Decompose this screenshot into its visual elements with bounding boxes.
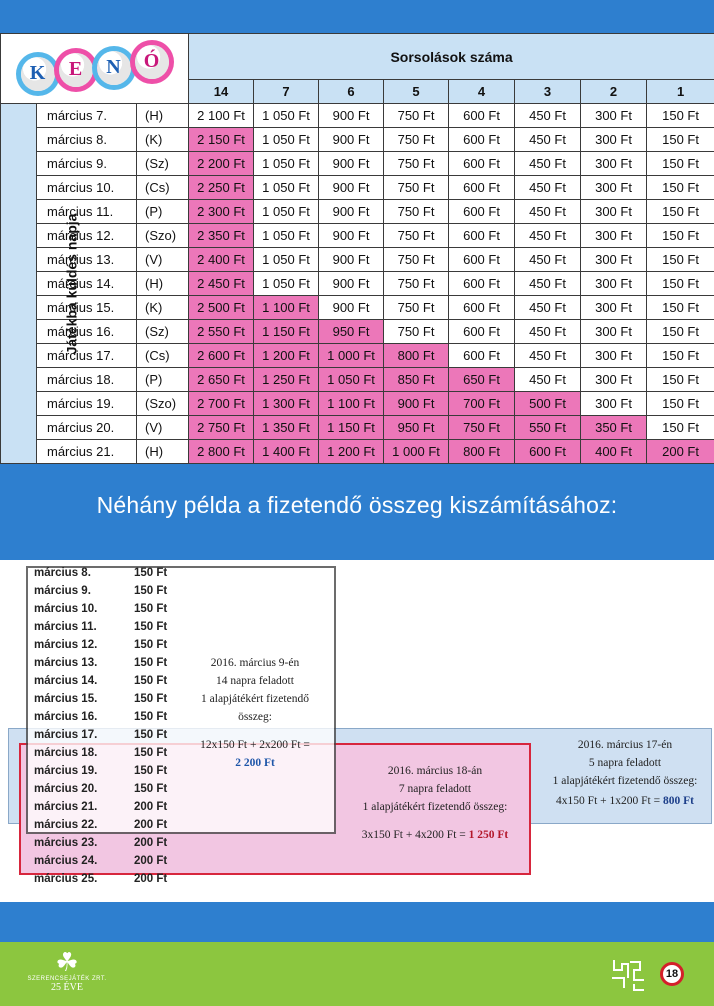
weekday-cell: (K) — [137, 128, 189, 152]
price-cell: 750 Ft — [384, 176, 449, 200]
price-cell: 300 Ft — [581, 392, 647, 416]
price-cell: 900 Ft — [319, 248, 384, 272]
price-cell: 600 Ft — [449, 320, 515, 344]
example-march-17-calc: 4x150 Ft + 1x200 Ft = — [556, 795, 663, 807]
price-cell: 900 Ft — [319, 224, 384, 248]
anniversary-label: 25 ÉVE — [51, 982, 83, 993]
responsible-gaming-icon — [608, 956, 648, 992]
price-cell: 750 Ft — [449, 416, 515, 440]
list-item — [34, 654, 194, 672]
example-march-17-text — [535, 736, 714, 810]
price-cell: 600 Ft — [515, 440, 581, 464]
keno-logo-cell — [1, 34, 189, 104]
price-cell: 150 Ft — [647, 272, 714, 296]
example-march-9-line1: 2016. március 9-én — [210, 657, 300, 669]
keno-logo — [15, 41, 175, 97]
example-march-18-line2: 7 napra feladott — [398, 783, 472, 795]
example-march-17-line1: 2016. március 17-én — [577, 739, 673, 751]
price-cell: 1 000 Ft — [319, 344, 384, 368]
list-item-date: március 25. — [34, 873, 98, 885]
example-march-17-line3: 1 alapjátékért fizetendő összeg: — [552, 775, 698, 787]
list-item-date: március 17. — [34, 729, 98, 741]
price-cell: 600 Ft — [449, 224, 515, 248]
price-cell: 300 Ft — [581, 248, 647, 272]
list-item — [34, 744, 194, 762]
price-cell: 450 Ft — [515, 296, 581, 320]
list-item-date: március 20. — [34, 783, 98, 795]
list-item-date: március 11. — [34, 621, 97, 633]
price-cell: 900 Ft — [319, 200, 384, 224]
price-cell: 750 Ft — [384, 272, 449, 296]
price-cell: 900 Ft — [319, 176, 384, 200]
examples-panel — [0, 560, 714, 902]
price-cell: 900 Ft — [319, 104, 384, 128]
price-cell: 1 050 Ft — [254, 104, 319, 128]
price-cell: 800 Ft — [384, 344, 449, 368]
price-cell: 600 Ft — [449, 200, 515, 224]
price-cell: 2 100 Ft — [189, 104, 254, 128]
price-cell: 150 Ft — [647, 104, 714, 128]
list-item-amount: 200 Ft — [134, 801, 168, 813]
weekday-cell: (H) — [137, 104, 189, 128]
table-row — [1, 248, 714, 272]
list-item-date: március 19. — [34, 765, 98, 777]
price-cell: 750 Ft — [384, 200, 449, 224]
weekday-cell: (P) — [137, 368, 189, 392]
date-cell: március 12. — [37, 224, 137, 248]
table-row — [1, 416, 714, 440]
list-item-date: március 21. — [34, 801, 98, 813]
list-item-date: március 14. — [34, 675, 98, 687]
price-cell: 600 Ft — [449, 152, 515, 176]
table-row — [1, 200, 714, 224]
date-cell: március 15. — [37, 296, 137, 320]
price-cell: 150 Ft — [647, 128, 714, 152]
list-item — [34, 708, 194, 726]
price-cell: 2 700 Ft — [189, 392, 254, 416]
daily-price-listing — [34, 564, 194, 888]
list-item-date: március 16. — [34, 711, 98, 723]
list-item-date: március 18. — [34, 747, 98, 759]
list-item — [34, 816, 194, 834]
price-cell: 600 Ft — [449, 128, 515, 152]
draw-count-header: 1 — [647, 80, 714, 104]
szerencsejatek-logo — [22, 948, 112, 993]
price-cell: 300 Ft — [581, 320, 647, 344]
price-cell: 750 Ft — [384, 320, 449, 344]
example-march-9-line4: összeg: — [238, 711, 272, 723]
footer-bar — [0, 942, 714, 1006]
table-row — [1, 440, 714, 464]
list-item-date: március 10. — [34, 603, 98, 615]
price-cell: 2 450 Ft — [189, 272, 254, 296]
price-cell: 900 Ft — [319, 128, 384, 152]
draw-count-header: 7 — [254, 80, 319, 104]
list-item-amount: 200 Ft — [134, 837, 168, 849]
list-item-date: március 23. — [34, 837, 98, 849]
example-march-9-line3: 1 alapjátékért fizetendő — [201, 693, 309, 705]
price-cell: 2 300 Ft — [189, 200, 254, 224]
price-cell: 150 Ft — [647, 200, 714, 224]
price-cell: 600 Ft — [449, 104, 515, 128]
table-row — [1, 368, 714, 392]
logo-ball-n: N — [97, 51, 131, 85]
weekday-cell: (Cs) — [137, 344, 189, 368]
price-cell: 300 Ft — [581, 176, 647, 200]
price-cell: 2 800 Ft — [189, 440, 254, 464]
price-cell: 2 350 Ft — [189, 224, 254, 248]
list-item-amount: 150 Ft — [134, 603, 168, 615]
price-cell: 450 Ft — [515, 344, 581, 368]
list-item-amount: 150 Ft — [134, 567, 168, 579]
table-row — [1, 320, 714, 344]
price-cell: 2 650 Ft — [189, 368, 254, 392]
weekday-cell: (K) — [137, 296, 189, 320]
date-cell: március 11. — [37, 200, 137, 224]
price-cell: 450 Ft — [515, 152, 581, 176]
list-item-amount: 150 Ft — [134, 729, 168, 741]
table-row — [1, 344, 714, 368]
list-item — [34, 600, 194, 618]
price-cell: 1 050 Ft — [254, 176, 319, 200]
price-cell: 300 Ft — [581, 104, 647, 128]
examples-heading: Néhány példa a fizetendő összeg kiszámításához: — [96, 492, 618, 518]
draw-count-header: 3 — [515, 80, 581, 104]
example-march-18-line3: 1 alapjátékért fizetendő összeg: — [362, 801, 508, 813]
price-cell: 150 Ft — [647, 368, 714, 392]
price-cell: 300 Ft — [581, 200, 647, 224]
list-item-amount: 150 Ft — [134, 747, 168, 759]
draw-count-header: 6 — [319, 80, 384, 104]
list-item — [34, 582, 194, 600]
price-cell: 450 Ft — [515, 200, 581, 224]
price-table-body — [1, 104, 714, 464]
price-cell: 450 Ft — [515, 128, 581, 152]
date-cell: március 21. — [37, 440, 137, 464]
price-cell: 750 Ft — [384, 128, 449, 152]
list-item-date: március 22. — [34, 819, 98, 831]
list-item-date: március 24. — [34, 855, 98, 867]
list-item — [34, 618, 194, 636]
clover-icon: ☘ — [55, 947, 79, 977]
price-cell: 2 150 Ft — [189, 128, 254, 152]
table-row — [1, 224, 714, 248]
list-item-date: március 15. — [34, 693, 98, 705]
date-cell: március 17. — [37, 344, 137, 368]
list-item-amount: 150 Ft — [134, 639, 168, 651]
table-row — [1, 272, 714, 296]
price-cell: 1 050 Ft — [254, 200, 319, 224]
list-item-amount: 150 Ft — [134, 765, 168, 777]
price-cell: 600 Ft — [449, 248, 515, 272]
price-cell: 800 Ft — [449, 440, 515, 464]
logo-ball-e: E — [59, 53, 93, 87]
list-item-amount: 200 Ft — [134, 855, 168, 867]
price-cell: 700 Ft — [449, 392, 515, 416]
example-march-18-result: 1 250 Ft — [468, 829, 509, 841]
draw-count-header: 2 — [581, 80, 647, 104]
price-cell: 950 Ft — [319, 320, 384, 344]
price-cell: 750 Ft — [384, 248, 449, 272]
price-cell: 1 400 Ft — [254, 440, 319, 464]
price-cell: 450 Ft — [515, 320, 581, 344]
date-cell: március 18. — [37, 368, 137, 392]
price-cell: 450 Ft — [515, 176, 581, 200]
list-item — [34, 672, 194, 690]
price-cell: 900 Ft — [319, 272, 384, 296]
price-cell: 2 600 Ft — [189, 344, 254, 368]
price-cell: 1 350 Ft — [254, 416, 319, 440]
price-cell: 350 Ft — [581, 416, 647, 440]
example-march-9-calc: 12x150 Ft + 2x200 Ft = — [200, 739, 310, 751]
list-item-amount: 200 Ft — [134, 873, 168, 885]
list-item-amount: 200 Ft — [134, 819, 168, 831]
weekday-cell: (H) — [137, 272, 189, 296]
table-row — [1, 128, 714, 152]
list-item — [34, 690, 194, 708]
price-cell: 1 250 Ft — [254, 368, 319, 392]
price-cell: 1 050 Ft — [254, 152, 319, 176]
weekday-cell: (Cs) — [137, 176, 189, 200]
price-cell: 2 200 Ft — [189, 152, 254, 176]
weekday-cell: (V) — [137, 416, 189, 440]
price-cell: 150 Ft — [647, 320, 714, 344]
age-limit-badge: 18 — [660, 962, 684, 986]
price-cell: 300 Ft — [581, 296, 647, 320]
weekday-cell: (V) — [137, 248, 189, 272]
price-table — [0, 33, 714, 464]
price-cell: 1 200 Ft — [254, 344, 319, 368]
date-cell: március 19. — [37, 392, 137, 416]
list-item-amount: 150 Ft — [134, 693, 168, 705]
brand-name: SZERENCSEJÁTÉK ZRT. — [27, 976, 107, 982]
price-cell: 900 Ft — [384, 392, 449, 416]
price-cell: 500 Ft — [515, 392, 581, 416]
weekday-cell: (H) — [137, 440, 189, 464]
price-cell: 1 200 Ft — [319, 440, 384, 464]
list-item-amount: 150 Ft — [134, 675, 168, 687]
price-cell: 300 Ft — [581, 344, 647, 368]
date-cell: március 8. — [37, 128, 137, 152]
price-cell: 900 Ft — [319, 152, 384, 176]
example-march-18-calc-line — [340, 826, 530, 844]
price-cell: 150 Ft — [647, 392, 714, 416]
price-cell: 450 Ft — [515, 368, 581, 392]
example-march-18-text — [340, 762, 530, 844]
price-cell: 200 Ft — [647, 440, 714, 464]
price-cell: 2 500 Ft — [189, 296, 254, 320]
date-cell: március 13. — [37, 248, 137, 272]
example-march-17-result: 800 Ft — [662, 795, 694, 807]
draw-count-header: 5 — [384, 80, 449, 104]
price-cell: 2 250 Ft — [189, 176, 254, 200]
list-item — [34, 780, 194, 798]
list-item-date: március 9. — [34, 585, 91, 597]
price-cell: 450 Ft — [515, 248, 581, 272]
list-item-amount: 150 Ft — [134, 621, 168, 633]
price-cell: 300 Ft — [581, 368, 647, 392]
list-item — [34, 870, 194, 888]
logo-ball-k: K — [21, 57, 55, 91]
list-item-amount: 150 Ft — [134, 585, 168, 597]
list-item — [34, 726, 194, 744]
list-item-amount: 150 Ft — [134, 711, 168, 723]
price-cell: 550 Ft — [515, 416, 581, 440]
price-cell: 300 Ft — [581, 152, 647, 176]
draws-header: Sorsolások száma — [189, 34, 714, 80]
example-march-9-line2: 14 napra feladott — [216, 675, 294, 687]
list-item — [34, 636, 194, 654]
price-cell: 150 Ft — [647, 152, 714, 176]
price-cell: 300 Ft — [581, 272, 647, 296]
price-cell: 1 050 Ft — [254, 224, 319, 248]
weekday-cell: (P) — [137, 200, 189, 224]
example-march-9-result: 2 200 Ft — [235, 757, 275, 769]
price-cell: 450 Ft — [515, 104, 581, 128]
price-cell: 1 150 Ft — [319, 416, 384, 440]
price-cell: 450 Ft — [515, 272, 581, 296]
date-cell: március 14. — [37, 272, 137, 296]
list-item — [34, 834, 194, 852]
logo-ball-o: Ó — [135, 45, 169, 79]
price-cell: 400 Ft — [581, 440, 647, 464]
date-cell: március 9. — [37, 152, 137, 176]
table-row — [1, 392, 714, 416]
list-item — [34, 762, 194, 780]
example-march-17-calc-line — [535, 792, 714, 810]
price-cell: 1 050 Ft — [319, 368, 384, 392]
price-cell: 1 100 Ft — [319, 392, 384, 416]
price-cell: 2 750 Ft — [189, 416, 254, 440]
date-cell: március 7. — [37, 104, 137, 128]
date-cell: március 20. — [37, 416, 137, 440]
price-cell: 1 300 Ft — [254, 392, 319, 416]
date-cell: március 16. — [37, 320, 137, 344]
price-cell: 2 550 Ft — [189, 320, 254, 344]
draw-count-header: 14 — [189, 80, 254, 104]
list-item-amount: 150 Ft — [134, 657, 168, 669]
price-cell: 150 Ft — [647, 176, 714, 200]
price-cell: 1 050 Ft — [254, 272, 319, 296]
price-cell: 150 Ft — [647, 344, 714, 368]
table-row — [1, 152, 714, 176]
side-label-text: Játékba küldés napja — [63, 213, 80, 354]
price-cell: 300 Ft — [581, 128, 647, 152]
price-cell: 1 150 Ft — [254, 320, 319, 344]
list-item-date: március 8. — [34, 567, 91, 579]
list-item-date: március 13. — [34, 657, 98, 669]
example-march-18-calc: 3x150 Ft + 4x200 Ft = — [361, 829, 469, 841]
price-cell: 2 400 Ft — [189, 248, 254, 272]
price-cell: 300 Ft — [581, 224, 647, 248]
weekday-cell: (Sz) — [137, 152, 189, 176]
weekday-cell: (Sz) — [137, 320, 189, 344]
weekday-cell: (Szo) — [137, 392, 189, 416]
price-cell: 150 Ft — [647, 296, 714, 320]
price-cell: 900 Ft — [319, 296, 384, 320]
price-cell: 750 Ft — [384, 296, 449, 320]
price-cell: 150 Ft — [647, 248, 714, 272]
example-march-18-line1: 2016. március 18-án — [387, 765, 483, 777]
list-item — [34, 852, 194, 870]
price-cell: 600 Ft — [449, 176, 515, 200]
table-row — [1, 104, 714, 128]
price-cell: 1 050 Ft — [254, 248, 319, 272]
price-cell: 850 Ft — [384, 368, 449, 392]
price-cell: 450 Ft — [515, 224, 581, 248]
price-cell: 600 Ft — [449, 272, 515, 296]
list-item — [34, 798, 194, 816]
example-march-9-text — [180, 654, 330, 772]
price-cell: 150 Ft — [647, 416, 714, 440]
price-cell: 600 Ft — [449, 296, 515, 320]
price-cell: 750 Ft — [384, 152, 449, 176]
example-march-17-line2: 5 napra feladott — [588, 757, 662, 769]
price-cell: 750 Ft — [384, 104, 449, 128]
list-item-amount: 150 Ft — [134, 783, 168, 795]
list-item — [34, 564, 194, 582]
price-cell: 1 100 Ft — [254, 296, 319, 320]
price-cell: 1 050 Ft — [254, 128, 319, 152]
price-cell: 950 Ft — [384, 416, 449, 440]
date-cell: március 10. — [37, 176, 137, 200]
price-cell: 1 000 Ft — [384, 440, 449, 464]
price-cell: 600 Ft — [449, 344, 515, 368]
weekday-cell: (Szo) — [137, 224, 189, 248]
list-item-date: március 12. — [34, 639, 98, 651]
table-row — [1, 176, 714, 200]
draw-count-header: 4 — [449, 80, 515, 104]
price-cell: 650 Ft — [449, 368, 515, 392]
table-row — [1, 296, 714, 320]
price-cell: 750 Ft — [384, 224, 449, 248]
price-cell: 150 Ft — [647, 224, 714, 248]
